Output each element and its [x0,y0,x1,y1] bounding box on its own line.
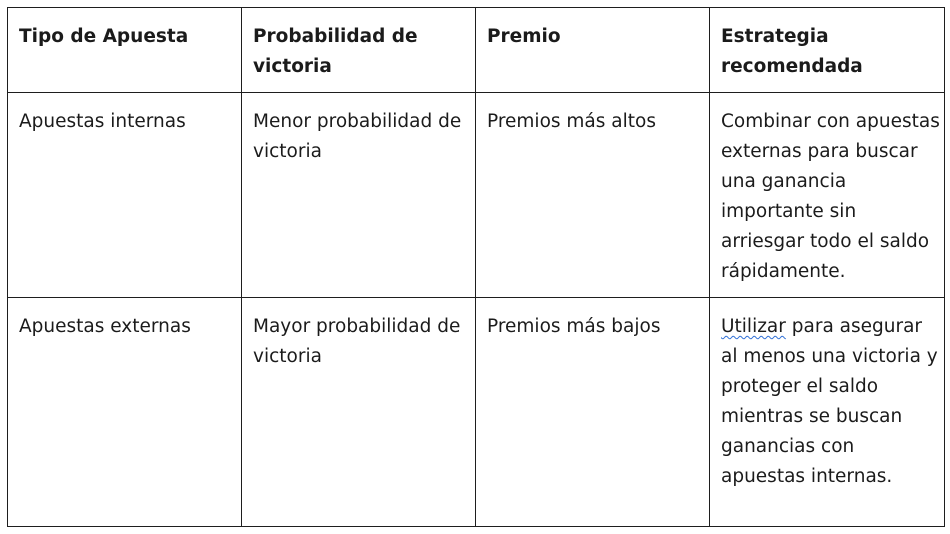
header-estrategia: Estrategia recomendada [710,8,945,93]
cell-premio: Premios más bajos [476,298,710,527]
cell-probabilidad: Mayor probabilidad de victoria [242,298,476,527]
cell-estrategia-text: para asegurar al menos una victoria y proteger el saldo mientras se buscan ganancias con apuestas internas. [721,316,938,487]
table-row [8,93,945,298]
cell-estrategia: Combinar con apuestas externas para buscar una ganancia importante sin arriesgar todo el saldo rápidamente. [710,93,945,298]
cell-estrategia [710,298,945,527]
bet-types-table [7,7,945,527]
cell-probabilidad: Menor probabilidad de victoria [242,93,476,298]
table-row [8,298,945,527]
header-premio: Premio [476,8,710,93]
cell-tipo: Apuestas internas [8,93,242,298]
header-probabilidad: Probabilidad de victoria [242,8,476,93]
table-header-row [8,8,945,93]
cell-premio: Premios más altos [476,93,710,298]
header-tipo-de-apuesta: Tipo de Apuesta [8,8,242,93]
cell-tipo: Apuestas externas [8,298,242,527]
spellcheck-flagged-word[interactable]: Utilizar [721,316,786,337]
